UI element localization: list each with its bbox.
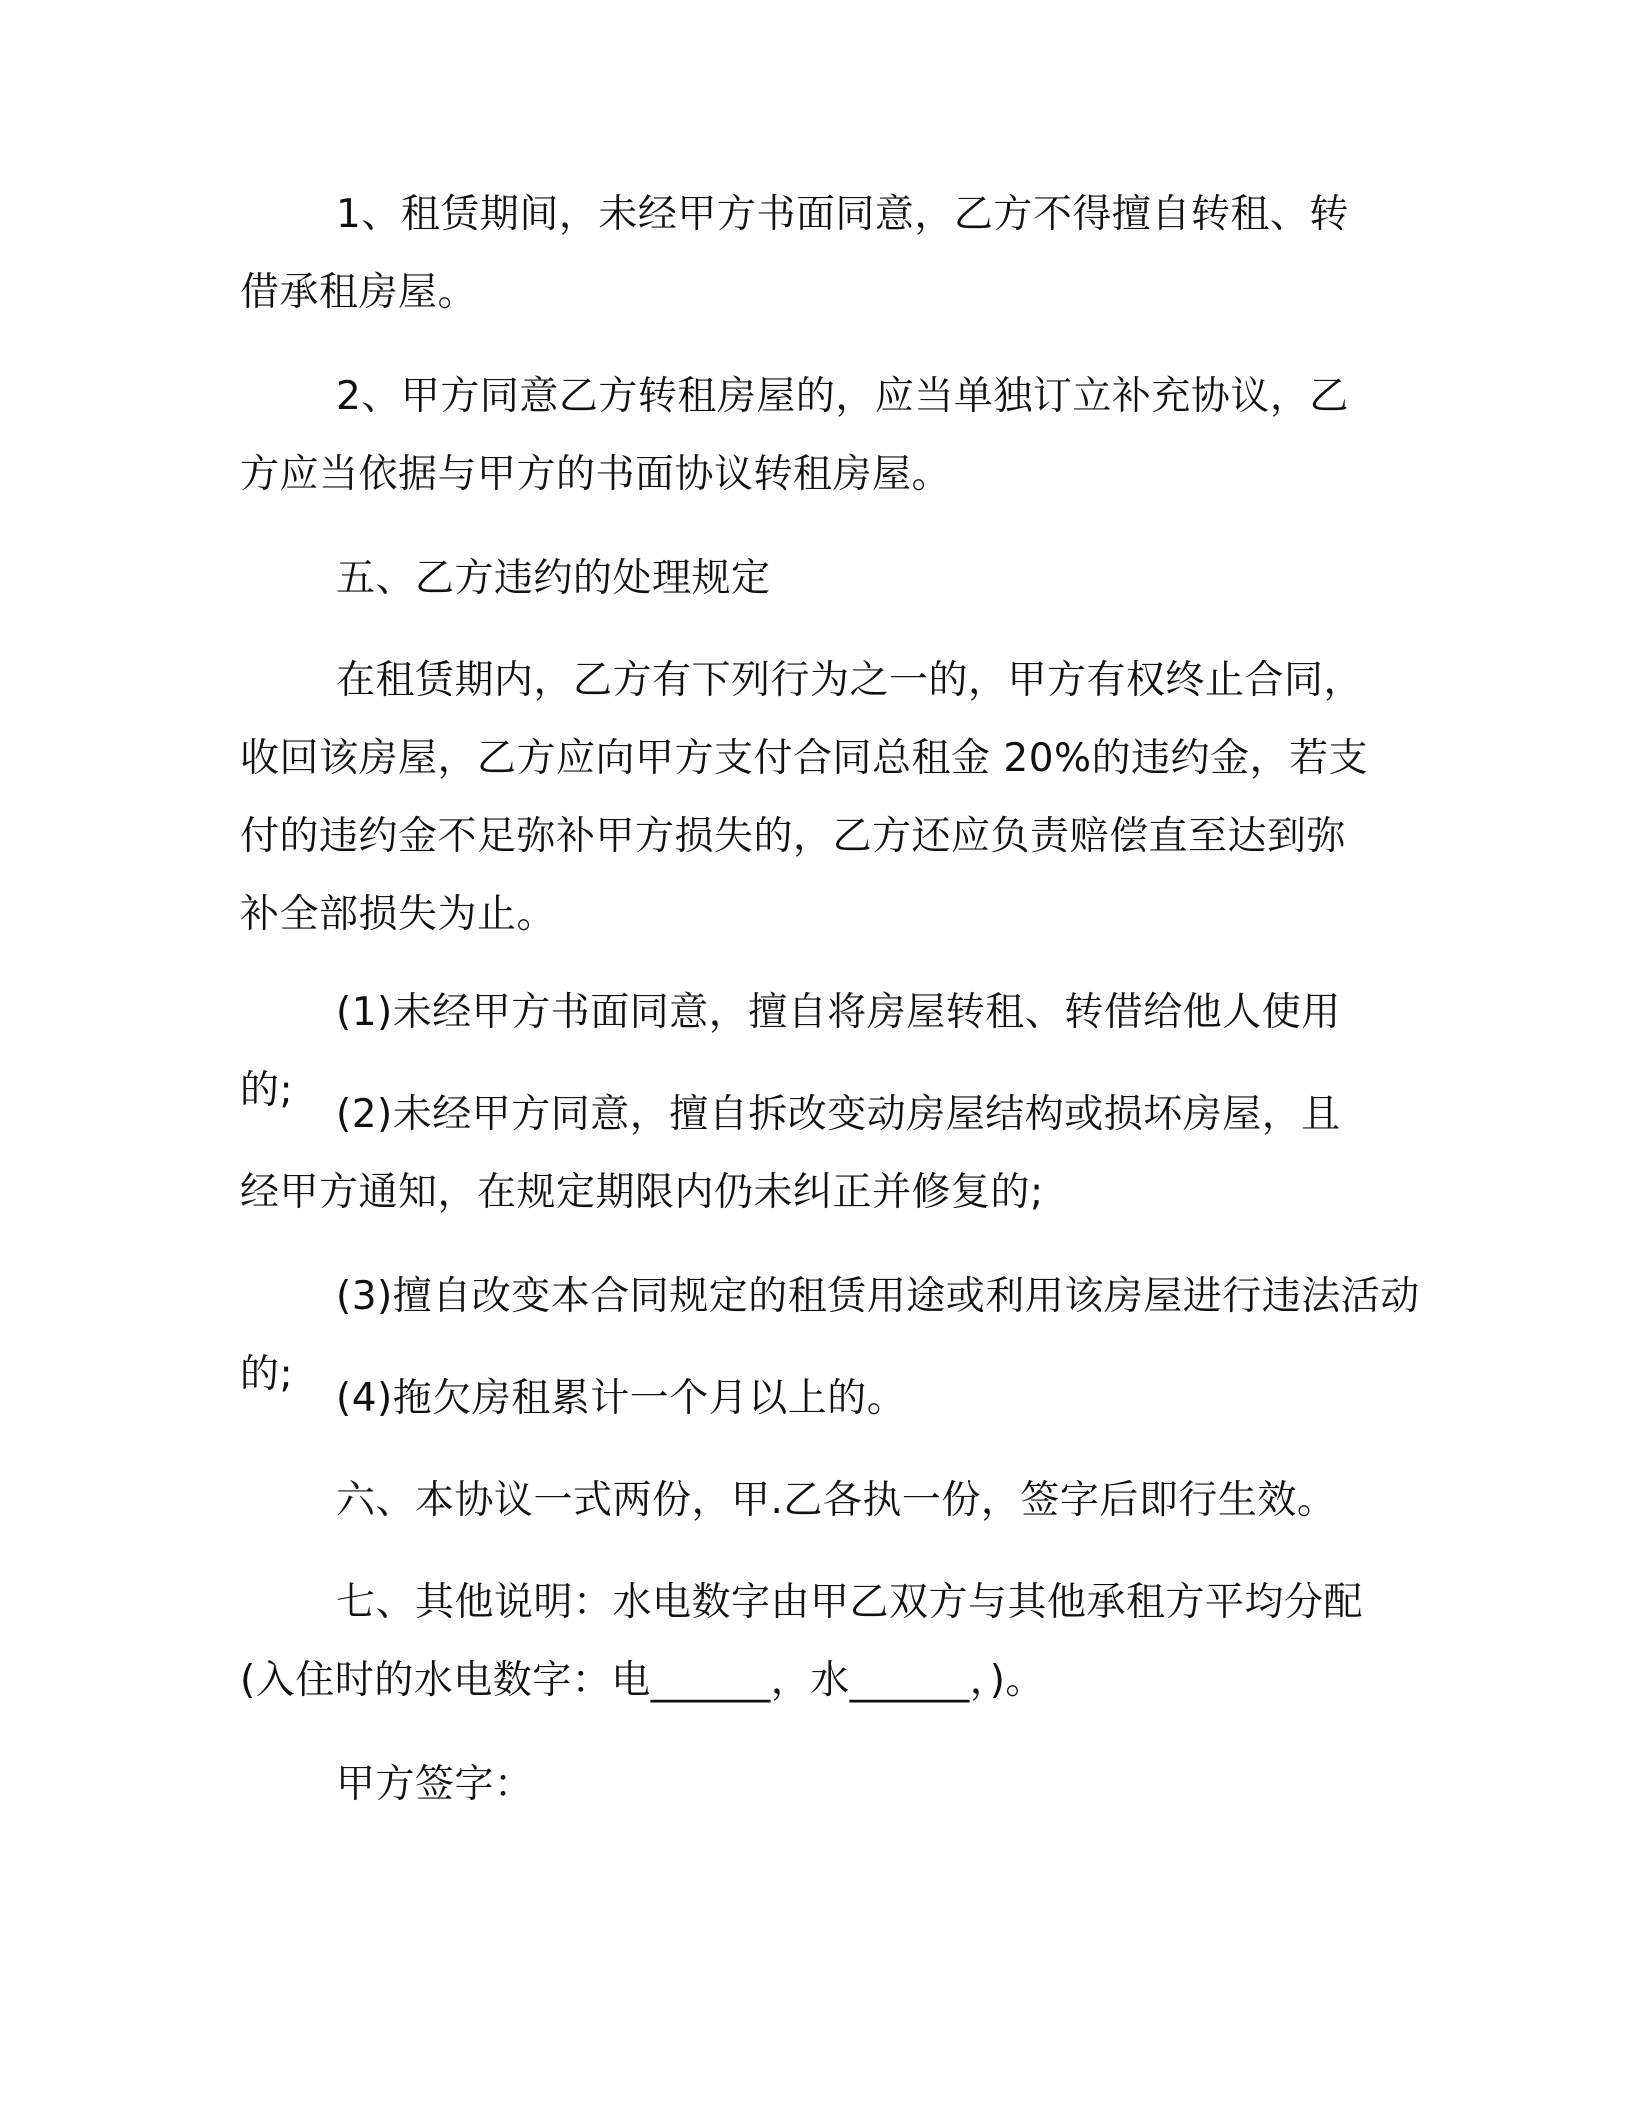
signature-label-party-a: 甲方签字： <box>336 1762 534 1807</box>
clause-sublease-agreement <box>240 358 1380 514</box>
paragraph-penalty: 在租赁期内，乙方有下列行为之一的，甲方有权终止合同，收回该房屋，乙方应向甲方支付合同总租金 20%的违约金，若支付的违约金不足弥补甲方损失的，乙方还应负责赔偿直至达到弥补全部损失为止。 <box>240 658 1369 937</box>
clause-copies <box>240 1462 1380 1540</box>
paragraph-copies: 六、本协议一式两份，甲.乙各执一份，签字后即行生效。 <box>336 1478 1337 1523</box>
paragraph-1: 1、租赁期间，未经甲方书面同意，乙方不得擅自转租、转借承租房屋。 <box>240 192 1349 315</box>
list-item: (2)未经甲方同意，擅自拆改变动房屋结构或损坏房屋，且经甲方通知，在规定期限内仍未纠正并修复的; <box>240 1092 1341 1215</box>
list-item: (4)拖欠房租累计一个月以上的。 <box>336 1376 907 1421</box>
list-item: (1)未经甲方书面同意，擅自将房屋转租、转借给他人使用的; <box>240 990 1341 1113</box>
section-heading-breach <box>240 540 1380 618</box>
clause-sublease-consent <box>240 176 1380 332</box>
section-heading: 五、乙方违约的处理规定 <box>336 556 771 601</box>
paragraph-utilities: 七、其他说明：水电数字由甲乙双方与其他承租方平均分配(入住时的水电数字：电______，水______，)。 <box>240 1580 1364 1703</box>
paragraph-2: 2、甲方同意乙方转租房屋的，应当单独订立补充协议，乙方应当依据与甲方的书面协议转租房屋。 <box>240 374 1349 497</box>
clause-utilities <box>240 1564 1380 1720</box>
signature-section <box>240 1746 1380 1824</box>
clause-breach-penalty <box>240 642 1380 954</box>
list-item: (3)擅自改变本合同规定的租赁用途或利用该房屋进行违法活动的; <box>240 1274 1420 1397</box>
breach-item-2 <box>240 1076 1380 1232</box>
breach-item-4 <box>240 1360 1380 1438</box>
